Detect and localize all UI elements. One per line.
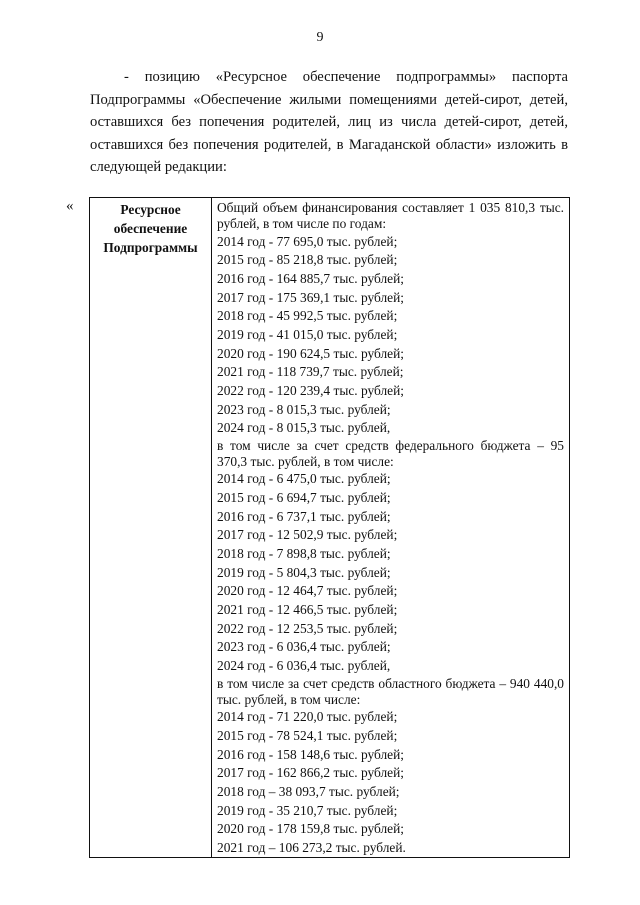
resource-table xyxy=(89,197,570,858)
intro-text: - позицию «Ресурсное обеспечение подпрограммы» паспорта Подпрограммы «Обеспечение жилыми помещениями детей-сирот, детей, оставшихся без попечения родителей, лиц из числа детей-сирот, детей, оставшихся без попечения родителей, в Магаданской области» изложить в следующей редакции: xyxy=(90,69,568,176)
funding-details-cell xyxy=(212,198,570,858)
year-funding-line: 2014 год - 71 220,0 тыс. рублей; xyxy=(217,709,398,725)
year-funding-line: 2016 год - 158 148,6 тыс. рублей; xyxy=(217,746,404,762)
year-funding-line: 2016 год - 164 885,7 тыс. рублей; xyxy=(217,270,404,286)
year-funding-line: 2019 год - 35 210,7 тыс. рублей; xyxy=(217,802,398,818)
year-funding-line: 2021 год - 12 466,5 тыс. рублей; xyxy=(217,602,398,617)
federal-years-list xyxy=(217,470,564,675)
year-funding-line: 2018 год - 45 992,5 тыс. рублей; xyxy=(217,308,398,324)
header-line: обеспечение xyxy=(113,221,188,236)
year-funding-line: 2017 год - 12 502,9 тыс. рублей; xyxy=(217,527,398,543)
regional-funding-text: в том числе за счет средств областного бюджета – 940 440,0 тыс. рублей, в том числе: xyxy=(217,675,564,707)
year-funding-line: 2020 год - 12 464,7 тыс. рублей; xyxy=(217,583,398,599)
year-funding-line: 2015 год - 78 524,1 тыс. рублей; xyxy=(217,727,398,743)
year-funding-line: 2024 год - 6 036,4 тыс. рублей, xyxy=(217,657,391,673)
year-funding-line: 2021 год - 118 739,7 тыс. рублей; xyxy=(217,364,404,380)
year-funding-line: 2015 год - 6 694,7 тыс. рублей; xyxy=(217,490,391,506)
year-funding-line: 2023 год - 6 036,4 тыс. рублей; xyxy=(217,639,391,655)
year-funding-line: 2017 год - 175 369,1 тыс. рублей; xyxy=(217,289,404,305)
year-funding-line: 2019 год - 5 804,3 тыс. рублей; xyxy=(217,564,391,580)
year-funding-line: 2018 год – 38 093,7 тыс. рублей; xyxy=(217,783,400,799)
page-number: 9 xyxy=(316,30,324,45)
total-funding-text: Общий объем финансирования составляет 1 035 810,3 тыс. рублей, в том числе по годам: xyxy=(217,200,564,232)
year-funding-line: 2021 год – 106 273,2 тыс. рублей. xyxy=(217,839,406,855)
year-funding-line: 2022 год - 12 253,5 тыс. рублей; xyxy=(217,620,398,636)
year-funding-line: 2023 год - 8 015,3 тыс. рублей; xyxy=(217,401,391,417)
opening-quote-mark: « xyxy=(66,198,74,214)
year-funding-line: 2015 год - 85 218,8 тыс. рублей; xyxy=(217,252,398,268)
total-years-list xyxy=(217,233,564,438)
table-row xyxy=(90,198,570,858)
year-funding-line: 2020 год - 190 624,5 тыс. рублей; xyxy=(217,345,404,361)
intro-paragraph xyxy=(90,66,568,179)
header-line: Подпрограммы xyxy=(103,240,198,255)
year-funding-line: 2017 год - 162 866,2 тыс. рублей; xyxy=(217,765,404,781)
year-funding-line: 2016 год - 6 737,1 тыс. рублей; xyxy=(217,508,391,524)
federal-funding-text: в том числе за счет средств федерального бюджета – 95 370,3 тыс. рублей, в том числе: xyxy=(217,437,564,470)
year-funding-line: 2022 год - 120 239,4 тыс. рублей; xyxy=(217,382,404,398)
resource-header-cell xyxy=(90,198,212,858)
header-line: Ресурсное xyxy=(120,202,181,217)
year-funding-line: 2018 год - 7 898,8 тыс. рублей; xyxy=(217,546,391,562)
year-funding-line: 2024 год - 8 015,3 тыс. рублей, xyxy=(217,420,391,436)
year-funding-line: 2019 год - 41 015,0 тыс. рублей; xyxy=(217,326,398,342)
regional-years-list xyxy=(217,708,564,857)
year-funding-line: 2014 год - 6 475,0 тыс. рублей; xyxy=(217,471,391,487)
year-funding-line: 2014 год - 77 695,0 тыс. рублей; xyxy=(217,233,398,249)
year-funding-line: 2020 год - 178 159,8 тыс. рублей; xyxy=(217,821,404,837)
